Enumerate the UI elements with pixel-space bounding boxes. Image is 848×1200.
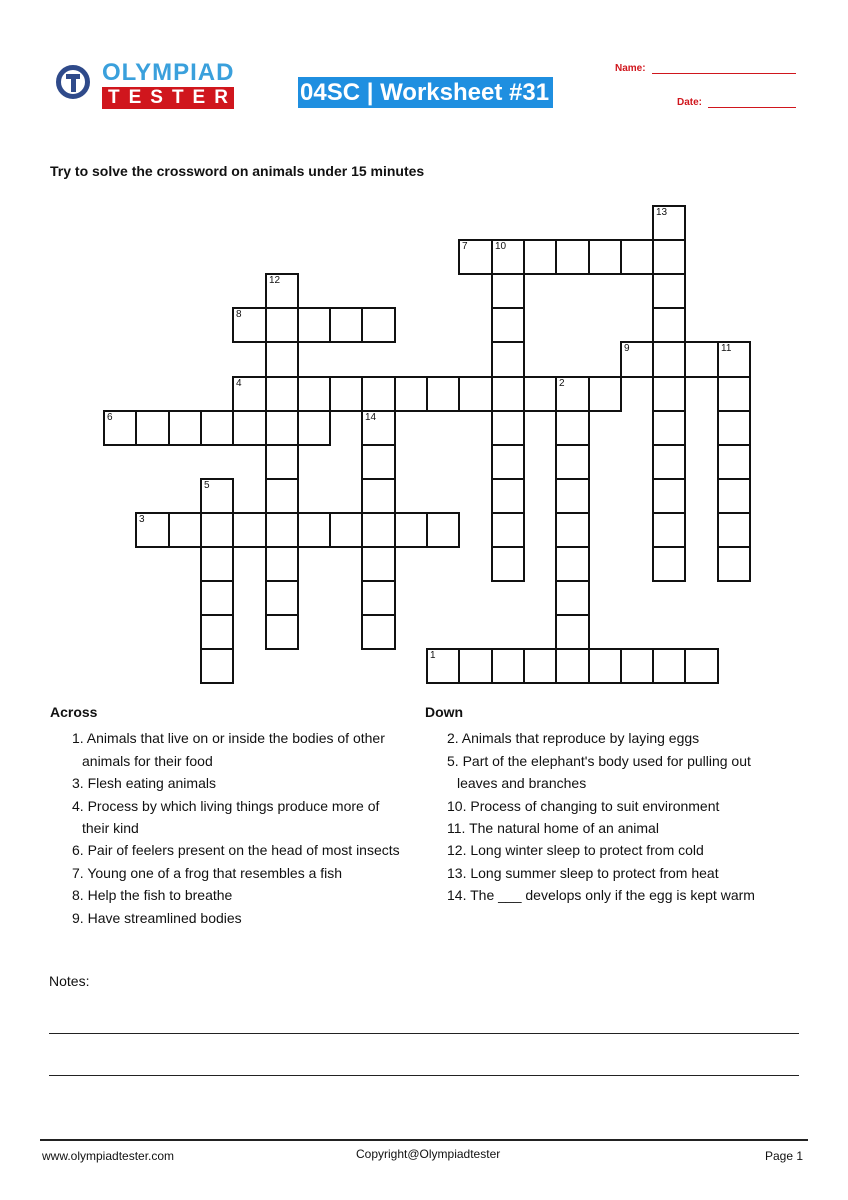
clue-number: 6. <box>72 842 88 859</box>
crossword-cell[interactable] <box>491 546 525 582</box>
crossword-cell[interactable] <box>265 444 299 480</box>
across-heading: Across <box>50 704 98 720</box>
crossword-cell[interactable] <box>232 307 267 343</box>
crossword-cell[interactable] <box>491 444 525 480</box>
crossword-cell[interactable] <box>555 512 590 548</box>
clue-number: 4 <box>236 378 242 389</box>
footer-website: www.olympiadtester.com <box>42 1149 175 1163</box>
clue-number: 14. <box>447 887 471 904</box>
crossword-cell[interactable] <box>329 512 363 548</box>
clue-across <box>50 862 410 884</box>
crossword-cell[interactable] <box>265 307 299 343</box>
date-line[interactable] <box>708 107 796 108</box>
crossword-cell[interactable] <box>265 614 299 650</box>
olympiad-tester-logo <box>56 59 241 113</box>
crossword-cell[interactable] <box>265 376 299 412</box>
crossword-cell[interactable] <box>588 376 622 412</box>
crossword-cell[interactable] <box>491 307 525 343</box>
clue-number: 12 <box>269 275 281 286</box>
crossword-cell[interactable] <box>135 512 170 548</box>
clue-text: Help the fish to breathe <box>87 887 233 904</box>
crossword-cell[interactable] <box>620 239 654 275</box>
crossword-cell[interactable] <box>652 341 686 378</box>
clue-text: Flesh eating animals <box>87 775 216 792</box>
clue-text: Long winter sleep to protect from cold <box>470 842 704 859</box>
crossword-cell[interactable] <box>361 614 396 650</box>
clue-number: 2. <box>447 730 462 747</box>
clue-number: 11. <box>447 820 470 837</box>
date-label: Date: <box>677 97 703 108</box>
crossword-cell[interactable] <box>684 648 719 684</box>
crossword-cell[interactable] <box>652 239 686 275</box>
crossword-cell[interactable] <box>135 410 170 446</box>
crossword-cell[interactable] <box>361 478 396 514</box>
crossword-cell[interactable] <box>329 376 363 412</box>
crossword-cell[interactable] <box>426 648 460 684</box>
crossword-cell[interactable] <box>491 648 525 684</box>
crossword-cell[interactable] <box>717 444 751 480</box>
crossword-cell[interactable] <box>717 478 751 514</box>
clue-number: 13. <box>447 864 471 881</box>
clue-number: 5. <box>447 752 463 769</box>
crossword-cell[interactable] <box>523 376 557 412</box>
down-clues <box>425 701 795 907</box>
date-field[interactable] <box>677 97 796 108</box>
clue-number: 1. <box>72 730 87 747</box>
crossword-cell[interactable] <box>200 410 234 446</box>
clue-across <box>50 727 410 772</box>
clue-number: 9. <box>72 909 88 926</box>
crossword-cell[interactable] <box>652 410 686 446</box>
name-field[interactable] <box>615 63 796 74</box>
clue-down <box>425 839 795 861</box>
crossword-cell[interactable] <box>361 512 396 548</box>
logo-text-bottom: TESTER <box>102 87 234 109</box>
clue-number: 7 <box>462 241 468 252</box>
crossword-cell[interactable] <box>265 580 299 616</box>
crossword-cell[interactable] <box>652 444 686 480</box>
crossword-cell[interactable] <box>200 512 234 548</box>
crossword-cell[interactable] <box>458 376 493 412</box>
crossword-cell[interactable] <box>652 307 686 343</box>
clue-across <box>50 839 410 861</box>
clue-text: Part of the elephant's body used for pulling out leaves and branches <box>457 752 751 792</box>
crossword-cell[interactable] <box>361 307 396 343</box>
crossword-cell[interactable] <box>394 376 428 412</box>
crossword-cell[interactable] <box>297 307 331 343</box>
crossword-cell[interactable] <box>652 478 686 514</box>
clue-number: 10. <box>447 797 471 814</box>
clue-number: 1 <box>430 650 436 661</box>
footer-copyright: Copyright@Olympiadtester <box>356 1147 501 1161</box>
crossword-cell[interactable] <box>652 205 686 241</box>
crossword-cell[interactable] <box>717 410 751 446</box>
clue-text: Process by which living things produce more of their kind <box>82 797 380 837</box>
instructions: Try to solve the crossword on animals under 15 minutes <box>50 163 425 179</box>
footer-divider <box>40 1139 808 1141</box>
crossword-cell[interactable] <box>265 512 299 548</box>
clue-text: Young one of a frog that resembles a fish <box>87 864 343 881</box>
clue-text: Have streamlined bodies <box>87 909 242 926</box>
crossword-cell[interactable] <box>232 376 267 412</box>
crossword-cell[interactable] <box>684 341 719 378</box>
down-heading: Down <box>425 704 464 720</box>
clue-number: 14 <box>365 412 377 423</box>
crossword-cell[interactable] <box>168 512 202 548</box>
crossword-cell[interactable] <box>265 478 299 514</box>
crossword-cell[interactable] <box>297 410 331 446</box>
crossword-cell[interactable] <box>717 376 751 412</box>
crossword-cell[interactable] <box>555 478 590 514</box>
crossword-cell[interactable] <box>620 341 654 378</box>
clue-number: 4. <box>72 797 88 814</box>
crossword-cell[interactable] <box>491 341 525 378</box>
crossword-cell[interactable] <box>265 410 299 446</box>
crossword-cell[interactable] <box>717 546 751 582</box>
clue-number: 11 <box>721 343 732 354</box>
crossword-cell[interactable] <box>265 341 299 378</box>
crossword-cell[interactable] <box>717 512 751 548</box>
crossword-cell[interactable] <box>620 648 654 684</box>
clue-number: 3. <box>72 775 88 792</box>
crossword-cell[interactable] <box>265 273 299 309</box>
clue-number: 13 <box>656 207 668 218</box>
crossword-cell[interactable] <box>361 546 396 582</box>
crossword-cell[interactable] <box>555 410 590 446</box>
worksheet-title: 04SC | Worksheet #31 <box>298 77 553 108</box>
footer-page: Page 1 <box>765 1149 804 1163</box>
crossword-cell[interactable] <box>555 239 590 275</box>
crossword-cell[interactable] <box>555 580 590 616</box>
clue-number: 9 <box>624 343 630 354</box>
crossword-cell[interactable] <box>297 512 331 548</box>
crossword-cell[interactable] <box>555 444 590 480</box>
crossword-cell[interactable] <box>458 239 493 275</box>
clue-down <box>425 862 795 884</box>
crossword-cell[interactable] <box>588 239 622 275</box>
clue-text: The natural home of an animal <box>469 820 659 837</box>
crossword-cell[interactable] <box>523 239 557 275</box>
clue-down <box>425 750 795 795</box>
crossword-cell[interactable] <box>491 410 525 446</box>
clue-across <box>50 884 410 906</box>
crossword-cell[interactable] <box>168 410 202 446</box>
clue-text: Long summer sleep to protect from heat <box>470 864 719 881</box>
clue-number: 3 <box>139 514 145 525</box>
crossword-cell[interactable] <box>491 239 525 275</box>
crossword-cell[interactable] <box>555 614 590 650</box>
crossword-cell[interactable] <box>361 580 396 616</box>
name-label: Name: <box>615 63 646 74</box>
clue-text: Animals that reproduce by laying eggs <box>461 730 700 747</box>
crossword-cell[interactable] <box>491 478 525 514</box>
crossword-cell[interactable] <box>265 546 299 582</box>
crossword-cell[interactable] <box>523 648 557 684</box>
crossword-cell[interactable] <box>652 648 686 684</box>
clue-number: 2 <box>559 378 565 389</box>
clue-number: 5 <box>204 480 210 491</box>
crossword-cell[interactable] <box>652 546 686 582</box>
crossword-cell[interactable] <box>232 512 267 548</box>
clue-across <box>50 907 410 929</box>
clue-number: 8. <box>72 887 88 904</box>
clue-number: 7. <box>72 864 88 881</box>
crossword-cell[interactable] <box>200 614 234 650</box>
logo-text-top: OLYMPIAD <box>102 59 235 86</box>
name-line[interactable] <box>652 73 796 74</box>
crossword-cell[interactable] <box>555 648 590 684</box>
crossword-cell[interactable] <box>361 410 396 446</box>
clue-down <box>425 795 795 817</box>
clue-text: Process of changing to suit environment <box>470 797 720 814</box>
crossword-cell[interactable] <box>555 376 590 412</box>
clue-across <box>50 772 410 794</box>
notes-line-1[interactable] <box>49 1033 799 1034</box>
clue-number: 6 <box>107 412 113 423</box>
crossword-cell[interactable] <box>491 376 525 412</box>
across-clues <box>50 701 410 929</box>
clue-number: 10 <box>495 241 507 252</box>
crossword-cell[interactable] <box>232 410 267 446</box>
clue-number: 8 <box>236 309 242 320</box>
crossword-cell[interactable] <box>652 512 686 548</box>
notes-line-2[interactable] <box>49 1075 799 1076</box>
crossword-cell[interactable] <box>717 341 751 378</box>
crossword-cell[interactable] <box>394 512 428 548</box>
crossword-cell[interactable] <box>652 273 686 309</box>
crossword-cell[interactable] <box>361 376 396 412</box>
clue-down <box>425 727 795 749</box>
notes-label: Notes: <box>49 973 90 989</box>
crossword-cell[interactable] <box>458 648 493 684</box>
clue-text: The ___ develops only if the egg is kept warm <box>470 887 755 904</box>
clue-down <box>425 817 795 839</box>
crossword-cell[interactable] <box>491 273 525 309</box>
crossword-cell[interactable] <box>588 648 622 684</box>
crossword-cell[interactable] <box>200 648 234 684</box>
crossword-cell[interactable] <box>329 307 363 343</box>
logo-timer-icon <box>56 65 90 99</box>
clue-down <box>425 884 795 906</box>
clue-text: Animals that live on or inside the bodies of other animals for their food <box>82 730 385 769</box>
clue-number: 12. <box>447 842 471 859</box>
clue-text: Pair of feelers present on the head of most insects <box>87 842 400 859</box>
crossword-cell[interactable] <box>297 376 331 412</box>
crossword-cell[interactable] <box>426 376 460 412</box>
crossword-cell[interactable] <box>555 546 590 582</box>
crossword-cell[interactable] <box>426 512 460 548</box>
clue-across <box>50 795 410 840</box>
crossword-cell[interactable] <box>200 580 234 616</box>
crossword-cell[interactable] <box>491 512 525 548</box>
crossword-cell[interactable] <box>200 478 234 514</box>
crossword-cell[interactable] <box>200 546 234 582</box>
crossword-cell[interactable] <box>652 376 686 412</box>
crossword-cell[interactable] <box>361 444 396 480</box>
crossword-cell[interactable] <box>103 410 137 446</box>
